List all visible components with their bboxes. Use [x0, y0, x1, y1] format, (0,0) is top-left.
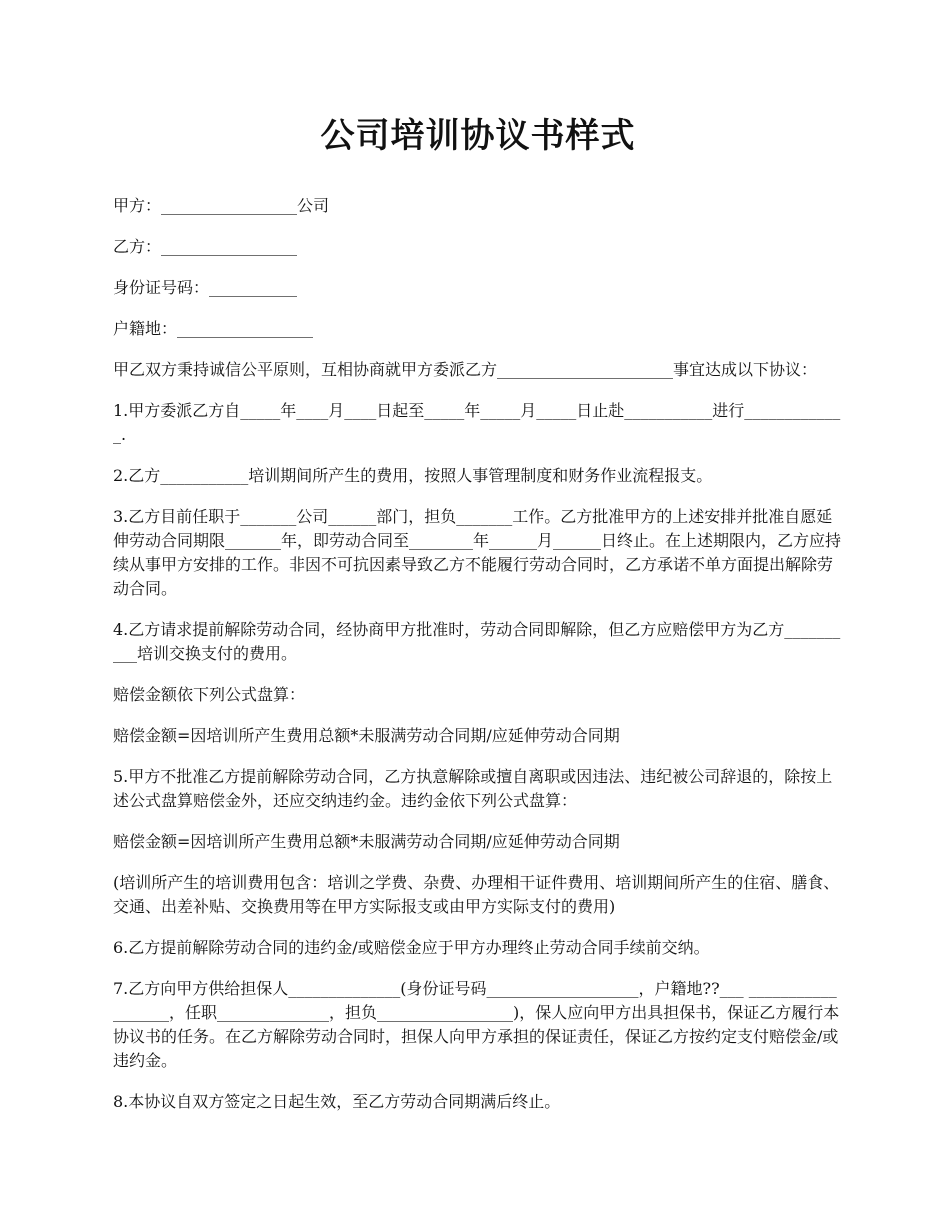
preamble-paragraph: 甲乙双方秉持诚信公平原则，互相协商就甲方委派乙方______________________事宜达成以下协议： [113, 360, 818, 379]
document-page [113, 108, 843, 1131]
formula-intro: 赔偿金额依下列公式盘算： [113, 685, 306, 704]
clause-5: 5.甲方不批准乙方提前解除劳动合同，乙方执意解除或擅自离职或因违法、违纪被公司辞退的，除按上述公式盘算赔偿金外，还应交纳违约金。违约金依下列公式盘算： [113, 767, 833, 810]
document-title: 公司培训协议书样式 [320, 116, 636, 156]
clause-8: 8.本协议自双方签定之日起生效，至乙方劳动合同期满后终止。 [113, 1092, 561, 1111]
training-cost-note: (培训所产生的培训费用包含：培训之学费、杂费、办理相干证件费用、培训期间所产生的住宿、膳食、交通、出差补贴、交换费用等在甲方实际报支或由甲方实际支付的费用) [113, 873, 840, 916]
clause-6: 6.乙方提前解除劳动合同的违约金/或赔偿金应于甲方办理终止劳动合同手续前交纳。 [113, 938, 710, 957]
formula-line-2: 赔偿金额=因培训所产生费用总额*未服满劳动合同期/应延伸劳动合同期 [113, 832, 620, 851]
clause-3: 3.乙方目前任职于_______公司______部门，担负_______工作。乙方批准甲方的上述安排并批准自愿延伸劳动合同期限_______年，即劳动合同至________年______月______日终止。在上述期限内，乙方应持续从事甲方安排的工作。非因不可抗因素导致乙方不能履行劳动合同时，乙方承诺不单方面提出解除劳动合同。 [113, 507, 842, 598]
clause-1: 1.甲方委派乙方自_____年____月____日起至_____年_____月_____日止赴___________进行_____________. [113, 401, 841, 444]
id-number-line: 身份证号码：___________ [113, 278, 298, 297]
clause-7: 7.乙方向甲方供给担保人______________(身份证号码___________________，户籍地??___ __________________，任职______________，担负_________________)，保人应向甲方出具担保书，保证乙方履行本协议书的任务。在乙方解除劳动合同时，担保人向甲方承担的保证责任，保证乙方按约定支付赔偿金/或违约金。 [113, 979, 840, 1070]
clause-4: 4.乙方请求提前解除劳动合同，经协商甲方批准时，劳动合同即解除，但乙方应赔偿甲方为乙方__________培训交换支付的费用。 [113, 620, 841, 663]
party-a-line: 甲方：_________________公司 [113, 196, 330, 215]
formula-line: 赔偿金额=因培训所产生费用总额*未服满劳动合同期/应延伸劳动合同期 [113, 726, 620, 745]
clause-2: 2.乙方___________培训期间所产生的费用，按照人事管理制度和财务作业流程报支。 [113, 466, 713, 485]
household-registration-line: 户籍地：_________________ [113, 319, 314, 338]
party-b-line: 乙方：_________________ [113, 237, 298, 256]
